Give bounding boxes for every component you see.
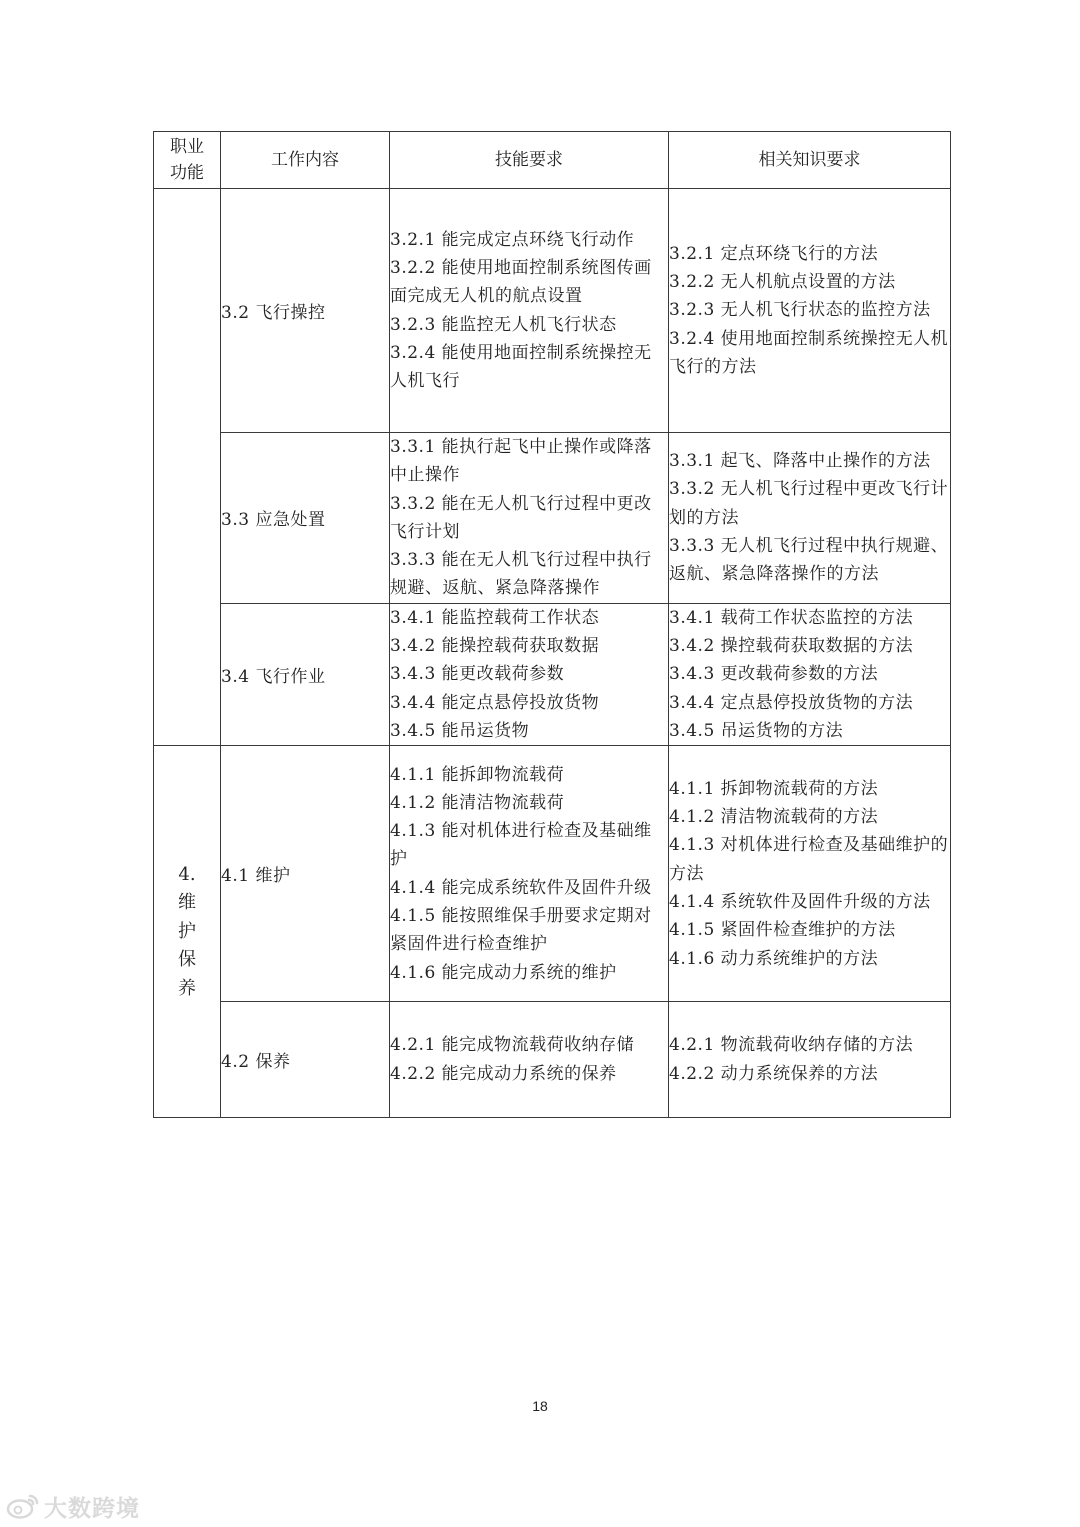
work-content-cell: 3.3 应急处置 [221, 433, 390, 604]
skills-cell [390, 603, 669, 745]
table-header-row [154, 132, 951, 189]
skills-cell [390, 746, 669, 1002]
knowledge-item: 4.2.1 物流载荷收纳存储的方法 [669, 1035, 914, 1056]
knowledge-item: 4.1.5 紧固件检查维护的方法 [669, 920, 896, 941]
knowledge-item: 3.2.4 使用地面控制系统操控无人机飞行的方法 [669, 328, 949, 377]
knowledge-item: 3.4.1 载荷工作状态监控的方法 [669, 607, 914, 628]
skill-item: 3.3.3 能在无人机飞行过程中执行规避、返航、紧急降落操作 [390, 550, 652, 599]
knowledge-item: 3.4.3 更改载荷参数的方法 [669, 664, 879, 685]
watermark-text: 大数跨境 [44, 1495, 140, 1522]
work-content-cell: 4.2 保养 [221, 1002, 390, 1118]
knowledge-cell [669, 603, 951, 745]
skill-item: 4.1.5 能按照维保手册要求定期对紧固件进行检查维护 [390, 906, 652, 955]
skill-item: 4.1.3 能对机体进行检查及基础维护 [390, 821, 652, 870]
knowledge-cell [669, 433, 951, 604]
knowledge-item: 4.1.1 拆卸物流载荷的方法 [669, 778, 879, 799]
header-knowledge: 相关知识要求 [669, 132, 951, 189]
page-number: 18 [532, 1398, 548, 1414]
knowledge-cell [669, 1002, 951, 1118]
knowledge-cell [669, 189, 951, 433]
skills-cell [390, 1002, 669, 1118]
skill-item: 3.4.1 能监控载荷工作状态 [390, 607, 600, 628]
skill-item: 3.2.3 能监控无人机飞行状态 [390, 314, 617, 335]
skill-item: 4.1.6 能完成动力系统的维护 [390, 962, 617, 983]
skill-item: 4.1.1 能拆卸物流载荷 [390, 764, 565, 785]
knowledge-item: 3.3.3 无人机飞行过程中执行规避、返航、紧急降落操作的方法 [669, 536, 949, 585]
table-row [154, 189, 951, 433]
skill-item: 3.2.4 能使用地面控制系统操控无人机飞行 [390, 342, 652, 392]
watermark [6, 1490, 140, 1522]
skill-item: 3.4.5 能吊运货物 [390, 720, 530, 741]
table-row [154, 746, 951, 1002]
skill-item: 4.2.1 能完成物流载荷收纳存储 [390, 1035, 635, 1056]
skill-item: 3.4.2 能操控载荷获取数据 [390, 636, 600, 657]
skill-item: 4.1.2 能清洁物流载荷 [390, 792, 565, 813]
header-function: 职业 功能 [154, 132, 221, 189]
knowledge-item: 4.1.3 对机体进行检查及基础维护的方法 [669, 835, 949, 884]
skill-item: 3.3.1 能执行起飞中止操作或降落中止操作 [390, 437, 652, 486]
knowledge-item: 4.1.4 系统软件及固件升级的方法 [669, 891, 931, 912]
skills-cell [390, 189, 669, 433]
knowledge-item: 3.4.4 定点悬停投放货物的方法 [669, 692, 914, 713]
skills-requirements-table [153, 131, 951, 1118]
skill-item: 3.2.2 能使用地面控制系统图传画面完成无人机的航点设置 [390, 257, 652, 307]
knowledge-item: 3.2.3 无人机飞行状态的监控方法 [669, 300, 931, 321]
skill-item: 3.3.2 能在无人机飞行过程中更改飞行计划 [390, 493, 652, 542]
function-cell-empty [154, 189, 221, 746]
skill-item: 4.1.4 能完成系统软件及固件升级 [390, 877, 652, 898]
table-row [154, 433, 951, 604]
knowledge-item: 4.2.2 动力系统保养的方法 [669, 1063, 879, 1084]
knowledge-item: 3.4.2 操控载荷获取数据的方法 [669, 636, 914, 657]
skills-cell [390, 433, 669, 604]
knowledge-item: 3.3.2 无人机飞行过程中更改飞行计划的方法 [669, 479, 949, 528]
work-content-cell: 3.4 飞行作业 [221, 603, 390, 745]
skill-item: 3.4.4 能定点悬停投放货物 [390, 692, 600, 713]
work-content-cell: 4.1 维护 [221, 746, 390, 1002]
knowledge-item: 3.4.5 吊运货物的方法 [669, 720, 844, 741]
table-row [154, 1002, 951, 1118]
header-skills: 技能要求 [390, 132, 669, 189]
knowledge-item: 3.2.2 无人机航点设置的方法 [669, 272, 896, 293]
knowledge-item: 4.1.2 清洁物流载荷的方法 [669, 807, 879, 828]
knowledge-item: 3.2.1 定点环绕飞行的方法 [669, 243, 879, 264]
skill-item: 3.2.1 能完成定点环绕飞行动作 [390, 229, 635, 250]
knowledge-item: 4.1.6 动力系统维护的方法 [669, 948, 879, 969]
weibo-logo-icon [6, 1492, 40, 1520]
knowledge-item: 3.3.1 起飞、降落中止操作的方法 [669, 451, 931, 472]
table-row [154, 603, 951, 745]
work-content-cell: 3.2 飞行操控 [221, 189, 390, 433]
header-content: 工作内容 [221, 132, 390, 189]
skill-item: 4.2.2 能完成动力系统的保养 [390, 1063, 617, 1084]
knowledge-cell [669, 746, 951, 1002]
skill-item: 3.4.3 能更改载荷参数 [390, 664, 565, 685]
function-cell-maintenance: 4. 维 护 保 养 [154, 746, 221, 1118]
